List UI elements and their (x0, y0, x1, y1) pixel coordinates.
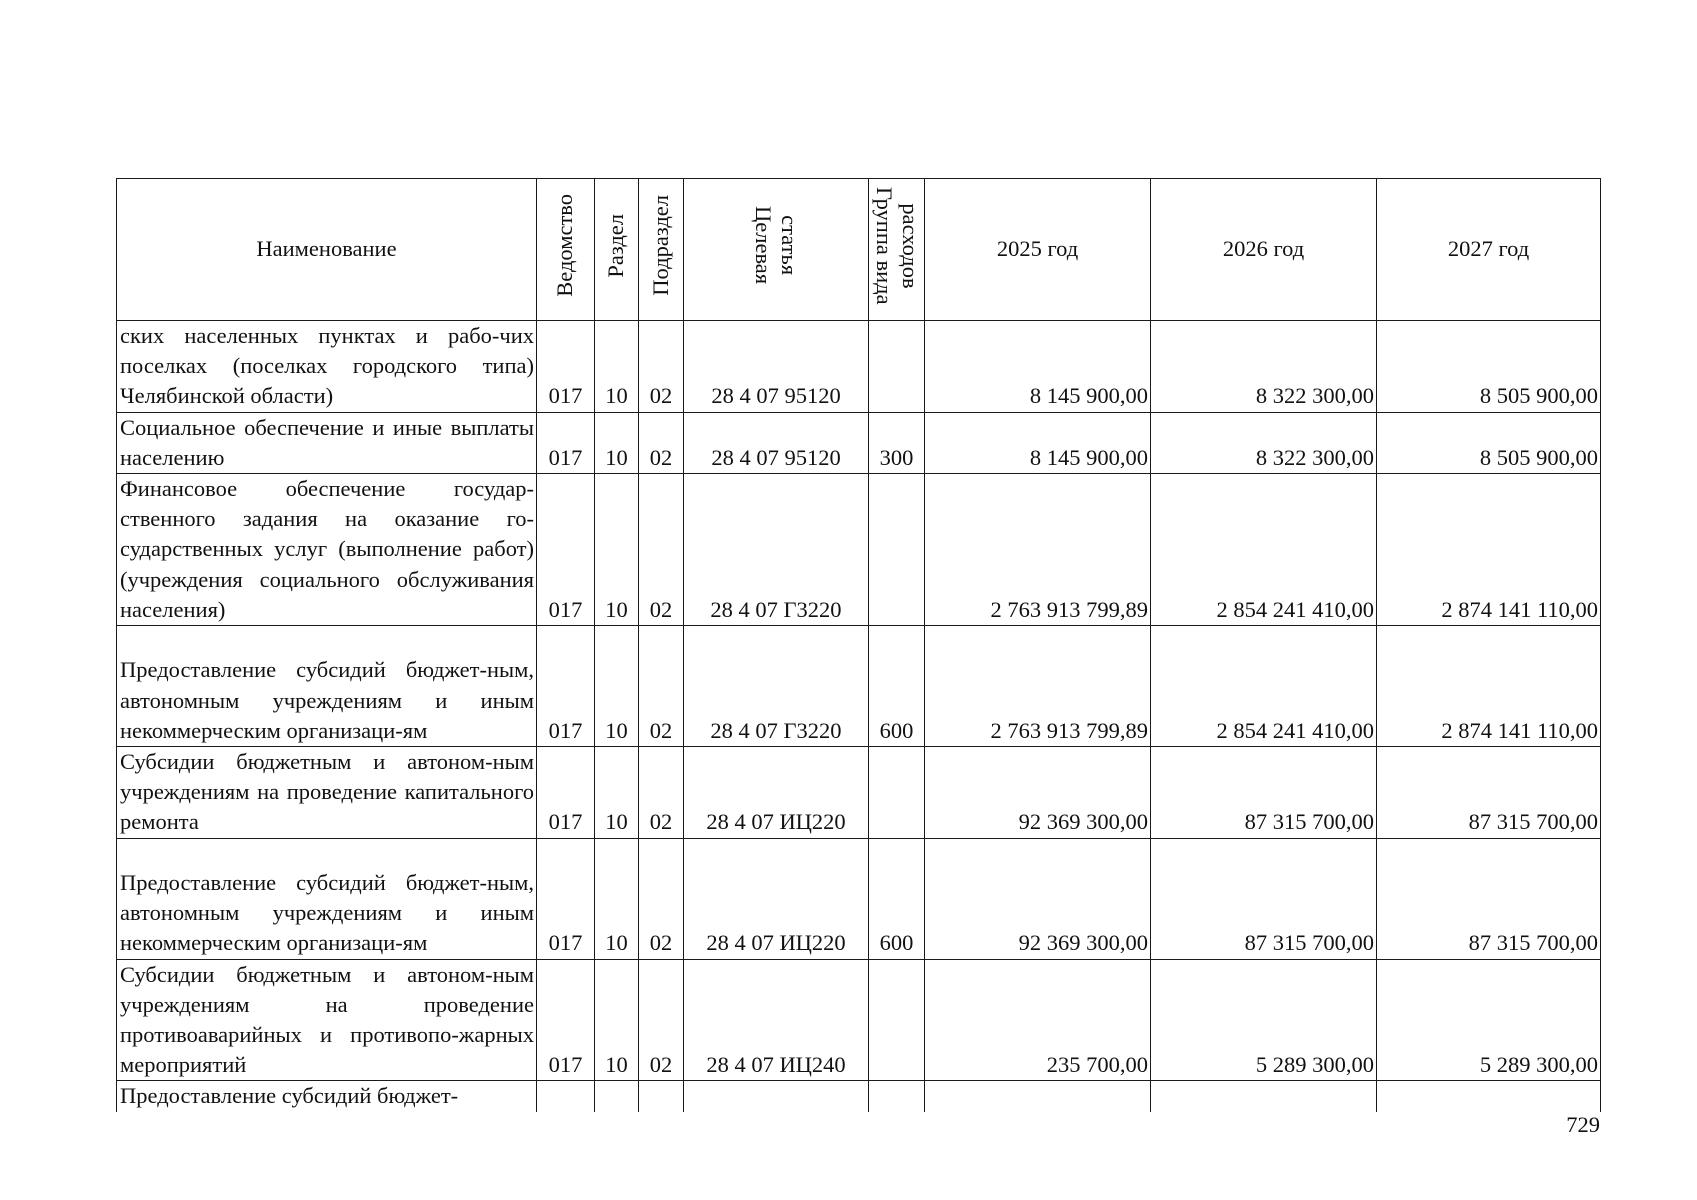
page-number: 729 (1566, 1112, 1600, 1137)
row-2025: 2 763 913 799,89 (925, 626, 1151, 747)
row-2027: 8 505 900,00 (1377, 321, 1601, 413)
row-group (869, 1081, 925, 1112)
row-group: 600 (869, 626, 925, 747)
row-target: 28 4 07 Г3220 (684, 626, 869, 747)
row-2026 (1151, 1081, 1377, 1112)
row-2025: 8 145 900,00 (925, 412, 1151, 473)
row-dept: 017 (537, 747, 595, 839)
row-target: 28 4 07 ИЦ220 (684, 747, 869, 839)
row-2025 (925, 1081, 1151, 1112)
table-row (117, 747, 1601, 839)
row-section: 10 (595, 747, 639, 839)
row-2027 (1377, 1081, 1601, 1112)
row-group (869, 959, 925, 1081)
row-dept: 017 (537, 626, 595, 747)
header-target: Целевая статья (684, 179, 869, 321)
row-group (869, 474, 925, 626)
row-name: Субсидии бюджетным и автоном-ным учреждениям на проведение противоаварийных и противопо-жарных мероприятий (117, 959, 537, 1081)
row-section: 10 (595, 626, 639, 747)
row-dept: 017 (537, 959, 595, 1081)
table-header (117, 179, 1601, 321)
row-group (869, 321, 925, 413)
row-target: 28 4 07 ИЦ240 (684, 959, 869, 1081)
row-section: 10 (595, 959, 639, 1081)
row-target: 28 4 07 95120 (684, 412, 869, 473)
row-subsection: 02 (639, 321, 684, 413)
row-dept: 017 (537, 412, 595, 473)
row-2026: 87 315 700,00 (1151, 747, 1377, 839)
row-2025: 92 369 300,00 (925, 747, 1151, 839)
row-2025: 2 763 913 799,89 (925, 474, 1151, 626)
table-row (117, 959, 1601, 1081)
header-2025: 2025 год (925, 179, 1151, 321)
row-2027: 2 874 141 110,00 (1377, 626, 1601, 747)
table-row (117, 838, 1601, 959)
header-2026: 2026 год (1151, 179, 1377, 321)
row-2027: 5 289 300,00 (1377, 959, 1601, 1081)
header-subsection: Подраздел (639, 179, 684, 321)
row-dept: 017 (537, 474, 595, 626)
row-group: 600 (869, 838, 925, 959)
row-target: 28 4 07 Г3220 (684, 474, 869, 626)
header-dept: Ведомство (537, 179, 595, 321)
row-group: 300 (869, 412, 925, 473)
row-2026: 5 289 300,00 (1151, 959, 1377, 1081)
row-dept: 017 (537, 321, 595, 413)
row-name: Финансовое обеспечение государ-ственного задания на оказание го-сударственных услуг (выполнение работ) (учреждения социального обслуживания населения) (117, 474, 537, 626)
row-section: 10 (595, 321, 639, 413)
row-2025: 92 369 300,00 (925, 838, 1151, 959)
row-dept (537, 1081, 595, 1112)
row-name: ских населенных пунктах и рабо-чих поселках (поселках городского типа) Челябинской области) (117, 321, 537, 413)
table-row (117, 412, 1601, 473)
row-target: 28 4 07 ИЦ220 (684, 838, 869, 959)
table-row (117, 626, 1601, 747)
row-name: Социальное обеспечение и иные выплаты населению (117, 412, 537, 473)
row-2025: 235 700,00 (925, 959, 1151, 1081)
row-subsection (639, 1081, 684, 1112)
table-body (117, 321, 1601, 1112)
header-2027: 2027 год (1377, 179, 1601, 321)
table-row (117, 1081, 1601, 1112)
row-name: Предоставление субсидий бюджет-ным, автономным учреждениям и иным некоммерческим организаци-ям (117, 626, 537, 747)
row-section (595, 1081, 639, 1112)
row-subsection: 02 (639, 747, 684, 839)
row-2026: 87 315 700,00 (1151, 838, 1377, 959)
row-2026: 8 322 300,00 (1151, 321, 1377, 413)
row-target: 28 4 07 95120 (684, 321, 869, 413)
header-group: Группа вида расходов (869, 179, 925, 321)
header-name: Наименование (117, 179, 537, 321)
table-row (117, 321, 1601, 413)
row-target (684, 1081, 869, 1112)
row-2025: 8 145 900,00 (925, 321, 1151, 413)
header-section: Раздел (595, 179, 639, 321)
row-name: Предоставление субсидий бюджет- (117, 1081, 537, 1112)
budget-table (116, 178, 1601, 1112)
row-group (869, 747, 925, 839)
row-subsection: 02 (639, 626, 684, 747)
row-2026: 2 854 241 410,00 (1151, 626, 1377, 747)
row-section: 10 (595, 474, 639, 626)
row-2026: 2 854 241 410,00 (1151, 474, 1377, 626)
row-2027: 87 315 700,00 (1377, 838, 1601, 959)
row-subsection: 02 (639, 838, 684, 959)
row-name: Предоставление субсидий бюджет-ным, автономным учреждениям и иным некоммерческим организаци-ям (117, 838, 537, 959)
row-2027: 2 874 141 110,00 (1377, 474, 1601, 626)
row-subsection: 02 (639, 474, 684, 626)
row-2027: 87 315 700,00 (1377, 747, 1601, 839)
row-section: 10 (595, 838, 639, 959)
row-dept: 017 (537, 838, 595, 959)
row-subsection: 02 (639, 959, 684, 1081)
row-section: 10 (595, 412, 639, 473)
row-2027: 8 505 900,00 (1377, 412, 1601, 473)
table-row (117, 474, 1601, 626)
budget-table-page (116, 178, 1600, 1112)
row-name: Субсидии бюджетным и автоном-ным учреждениям на проведение капитального ремонта (117, 747, 537, 839)
row-subsection: 02 (639, 412, 684, 473)
row-2026: 8 322 300,00 (1151, 412, 1377, 473)
